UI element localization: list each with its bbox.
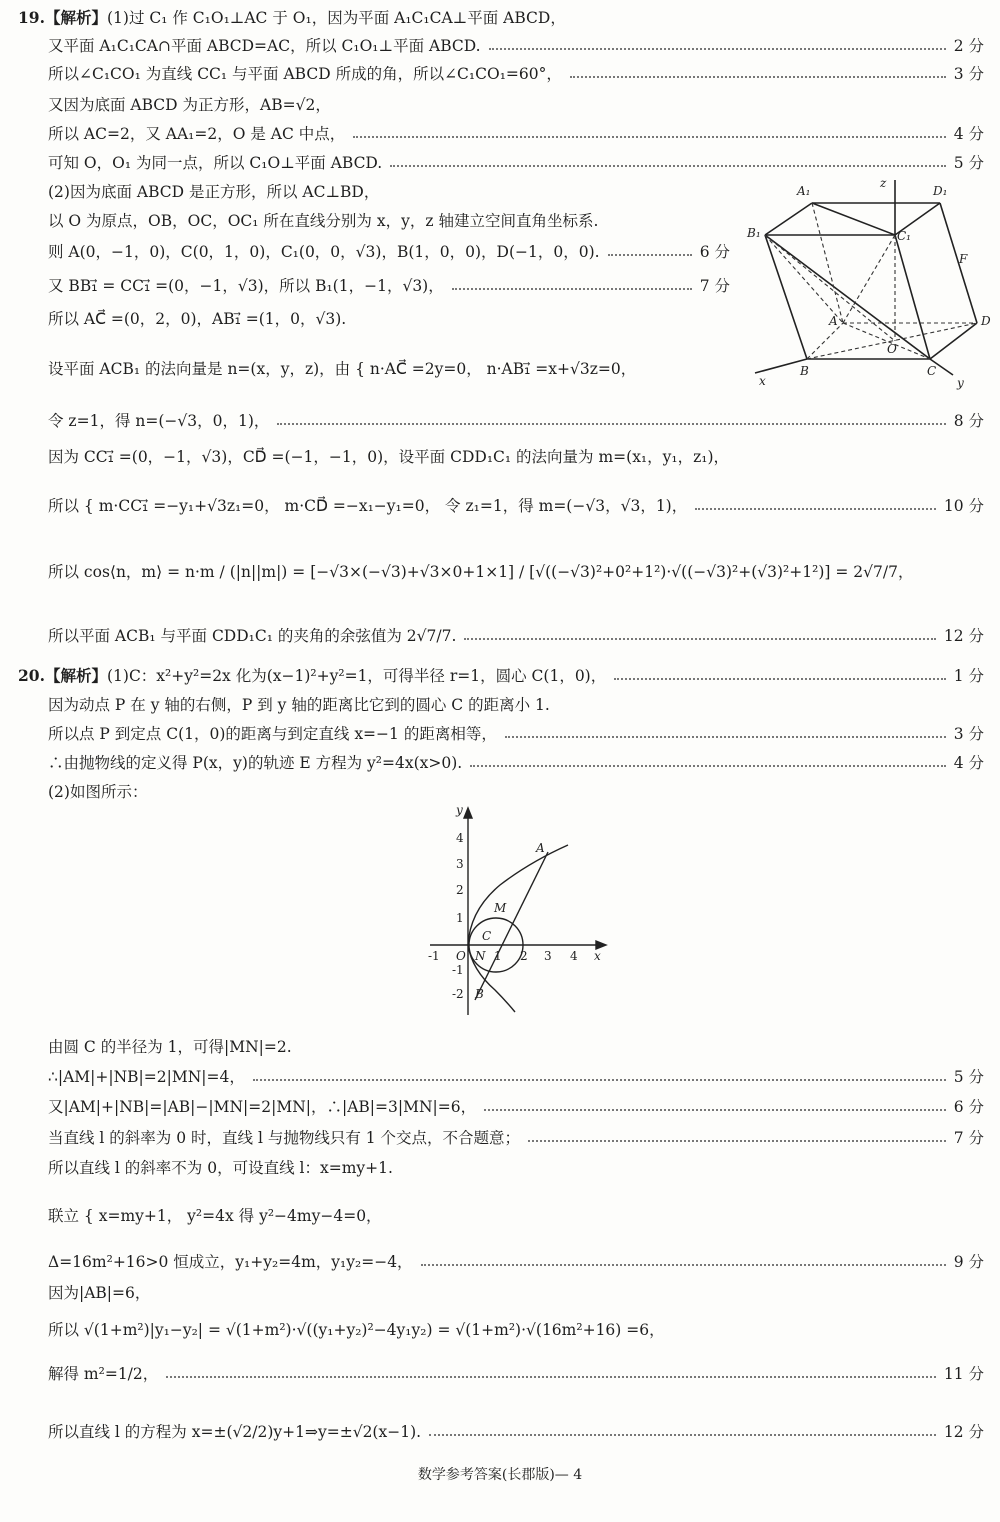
score: 6 分 [699, 243, 730, 261]
q20-line-4: (2)如图所示： [48, 783, 148, 801]
q19-line-4: 所以 AC=2，又 AA₁=2，O 是 AC 中点， 4 分 [48, 120, 984, 146]
svg-text:B₁: B₁ [747, 226, 761, 240]
dot-leader [614, 678, 945, 680]
dot-leader [608, 254, 692, 256]
q20-line-0: 20. 【解析】 (1)C：x²+y²=2x 化为(x−1)²+y²=1，可得半径 r=1，圆心 C(1，0)， 1 分 [18, 665, 984, 685]
svg-text:1: 1 [494, 949, 502, 963]
svg-text:1: 1 [456, 911, 464, 925]
q19-line-12: 令 z=1，得 n=(−√3，0，1)， 8 分 [48, 407, 984, 433]
q19-line-6: (2)因为底面 ABCD 是正方形，所以 AC⊥BD， [48, 183, 380, 201]
q20-line-14: 解得 m²=1/2， 11 分 [48, 1350, 984, 1396]
q20-line-6: ∴|AM|+|NB|=2|MN|=4， 5 分 [48, 1063, 984, 1089]
q19-line-1: 又平面 A₁C₁CA∩平面 ABCD=AC，所以 C₁O₁⊥平面 ABCD. 2 分 [48, 32, 984, 58]
q20-line-12: 因为|AB|=6， [48, 1284, 151, 1302]
score: 4 分 [953, 125, 984, 143]
dot-leader [429, 1434, 936, 1436]
q19-line-13: 因为 CC₁⃗ =(0，−1，√3)，CD⃗ =(−1，−1，0)，设平面 CDD₁C₁ 的法向量为 m=(x₁，y₁，z₁)， [48, 448, 730, 466]
dot-leader [484, 1109, 946, 1111]
dot-leader [353, 136, 945, 138]
svg-text:4: 4 [570, 949, 578, 963]
svg-text:3: 3 [456, 857, 464, 871]
svg-text:C: C [927, 364, 937, 378]
dot-leader [166, 1376, 936, 1378]
svg-text:y: y [456, 803, 463, 817]
q19-line-7: 以 O 为原点，OB，OC，OC₁ 所在直线分别为 x，y，z 轴建立空间直角坐标系. [48, 212, 599, 230]
q20-number: 20. [18, 665, 45, 685]
score: 7 分 [953, 1129, 984, 1147]
score: 7 分 [699, 277, 730, 295]
svg-text:2: 2 [520, 949, 528, 963]
svg-text:D: D [981, 314, 991, 328]
q20-line-7: 又|AM|+|NB|=|AB|−|MN|=2|MN|，∴|AB|=3|MN|=6， 6 分 [48, 1093, 984, 1119]
q19-line-2: 所以∠C₁CO₁ 为直线 CC₁ 与平面 ABCD 所成的角，所以∠C₁CO₁=60°， 3 分 [48, 60, 984, 86]
q19-line-8: 则 A(0，−1，0)，C(0，1，0)，C₁(0，0，√3)，B(1，0，0)，D(−1，0，0). 6 分 [48, 238, 730, 264]
q20-tag: 【解析】 [44, 666, 107, 685]
dot-leader [452, 288, 692, 290]
dot-leader [421, 1264, 946, 1266]
q19-tag: 【解析】 [44, 8, 107, 27]
svg-text:A₁: A₁ [797, 184, 811, 198]
q20-line-1: 因为动点 P 在 y 轴的右侧，P 到 y 轴的距离比它到的圆心 C 的距离小 1. [48, 696, 550, 714]
score: 8 分 [953, 412, 984, 430]
q19-line-15: 所以 cos⟨n，m⟩ = n·m / (|n||m|) = [−√3×(−√3)+√3×0+1×1] / [√((−√3)²+0²+1²)·√((−√3)²+(√3)²+1²)] = 2√7/7， [48, 563, 914, 581]
q19-line-5: 可知 O，O₁ 为同一点，所以 C₁O⊥平面 ABCD. 5 分 [48, 149, 984, 175]
svg-text:D₁: D₁ [933, 184, 948, 198]
score: 3 分 [953, 725, 984, 743]
prism-figure [745, 175, 995, 390]
page-footer: 数学参考答案(长郡版)— 4 [417, 1467, 583, 1483]
dot-leader [505, 736, 946, 738]
svg-text:z: z [880, 176, 887, 190]
svg-text:x: x [759, 374, 766, 388]
q19-number: 19. [18, 7, 45, 27]
svg-text:-1: -1 [452, 963, 464, 977]
svg-text:4: 4 [456, 831, 464, 845]
svg-text:2: 2 [456, 883, 464, 897]
dot-leader [528, 1140, 946, 1142]
score: 3 分 [953, 65, 984, 83]
svg-text:C₁: C₁ [897, 229, 911, 243]
svg-text:3: 3 [544, 949, 552, 963]
score: 6 分 [953, 1098, 984, 1116]
dot-leader [464, 638, 935, 640]
score: 11 分 [943, 1365, 984, 1383]
svg-text:M: M [494, 901, 507, 915]
score: 12 分 [943, 1423, 984, 1441]
q20-line-5: 由圆 C 的半径为 1，可得|MN|=2. [48, 1038, 292, 1056]
score: 2 分 [953, 37, 984, 55]
q19-line-0: 19. 【解析】 (1)过 C₁ 作 C₁O₁⊥AC 于 O₁，因为平面 A₁C₁CA⊥平面 ABCD， [18, 7, 566, 27]
svg-text:A: A [536, 841, 545, 855]
dot-leader [253, 1079, 946, 1081]
svg-text:A: A [829, 314, 838, 328]
score: 10 分 [943, 497, 984, 515]
score: 5 分 [953, 1068, 984, 1086]
q20-line-10: 联立 { x=my+1， y²=4x 得 y²−4my−4=0， [48, 1207, 382, 1225]
dot-leader [695, 508, 936, 510]
q20-line-8: 当直线 l 的斜率为 0 时，直线 l 与抛物线只有 1 个交点，不合题意； 7 分 [48, 1124, 984, 1150]
score: 9 分 [953, 1253, 984, 1271]
score: 4 分 [953, 754, 984, 772]
svg-text:B: B [800, 364, 809, 378]
score: 5 分 [953, 154, 984, 172]
score: 1 分 [953, 667, 984, 685]
dot-leader [489, 48, 946, 50]
svg-text:B: B [475, 987, 484, 1001]
q19-line-10: 所以 AC⃗ =(0，2，0)，AB₁⃗ =(1，0，√3). [48, 310, 347, 328]
score: 12 分 [943, 627, 984, 645]
svg-text:F: F [959, 252, 968, 266]
svg-text:O: O [456, 949, 466, 963]
q20-line-3: ∴由抛物线的定义得 P(x，y)的轨迹 E 方程为 y²=4x(x>0). 4 分 [48, 749, 984, 775]
dot-leader [470, 765, 945, 767]
q20-line-13: 所以 √(1+m²)|y₁−y₂| = √(1+m²)·√((y₁+y₂)²−4y₁y₂) = √(1+m²)·√(16m²+16) =6， [48, 1321, 665, 1339]
dot-leader [277, 423, 945, 425]
q19-line-16: 所以平面 ACB₁ 与平面 CDD₁C₁ 的夹角的余弦值为 2√7/7. 12 分 [48, 612, 984, 658]
dot-leader [390, 165, 945, 167]
svg-text:-2: -2 [452, 987, 464, 1001]
q20-line-11: Δ=16m²+16>0 恒成立，y₁+y₂=4m，y₁y₂=−4， 9 分 [48, 1248, 984, 1274]
q19-line-11: 设平面 ACB₁ 的法向量是 n=(x，y，z)，由 { n·AC⃗ =2y=0， n·AB₁⃗ =x+√3z=0， [48, 360, 637, 378]
q19-line-9: 又 BB₁⃗ = CC₁⃗ =(0，−1，√3)，所以 B₁(1，−1，√3)， 7 分 [48, 272, 730, 298]
q19-line-3: 又因为底面 ABCD 为正方形，AB=√2， [48, 96, 331, 114]
svg-text:x: x [594, 949, 601, 963]
q20-line-2: 所以点 P 到定点 C(1，0)的距离与到定直线 x=−1 的距离相等， 3 分 [48, 720, 984, 746]
svg-text:N: N [475, 949, 486, 963]
svg-text:O: O [887, 342, 897, 356]
q20-line-9: 所以直线 l 的斜率不为 0，可设直线 l：x=my+1. [48, 1159, 393, 1177]
dot-leader [570, 76, 946, 78]
svg-text:y: y [957, 376, 964, 390]
parabola-figure [420, 800, 620, 1020]
svg-text:-1: -1 [428, 949, 440, 963]
svg-text:C: C [482, 929, 492, 943]
q19-line-14: 所以 { m·CC₁⃗ =−y₁+√3z₁=0， m·CD⃗ =−x₁−y₁=0， 令 z₁=1，得 m=(−√3，√3，1)， 10 分 [48, 482, 984, 528]
q20-line-15: 所以直线 l 的方程为 x=±(√2/2)y+1⇒y=±√2(x−1). 12 分 [48, 1408, 984, 1454]
